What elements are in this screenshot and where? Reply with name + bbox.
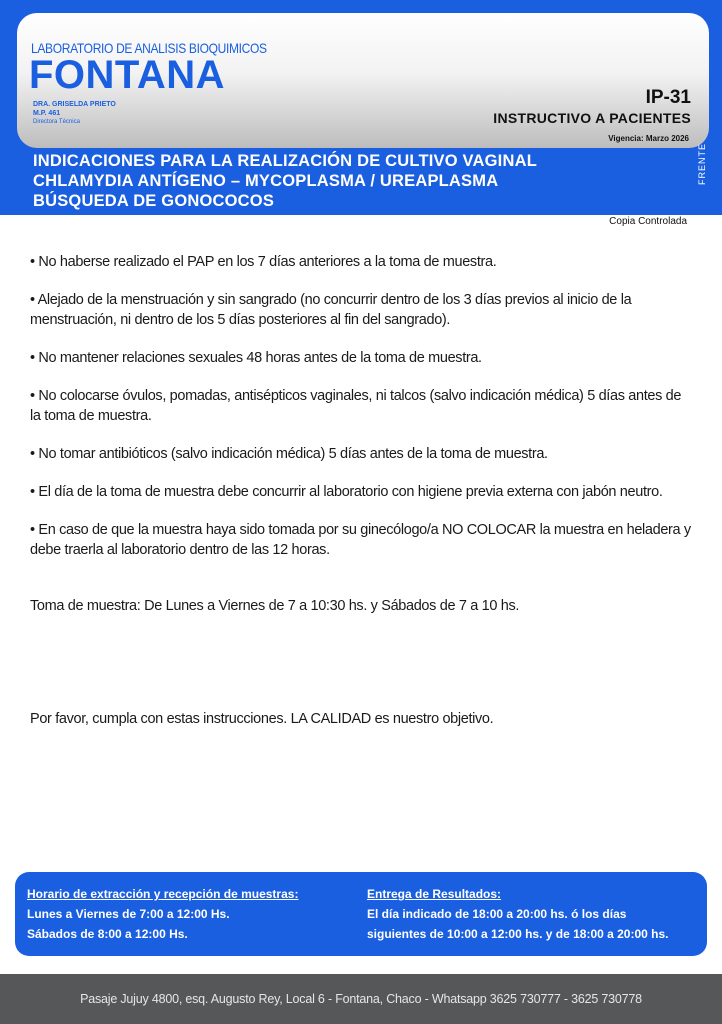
extraction-hours-line: Lunes a Viernes de 7:00 a 12:00 Hs. — [27, 907, 230, 921]
director-name: DRA. GRISELDA PRIETO — [33, 101, 116, 108]
instruction-item: • Alejado de la menstruación y sin sangrado (no concurrir dentro de los 3 días previos al inicio de la menstruación, ni dentro de los 5 días posteriores al fin del sangrado). — [30, 292, 632, 328]
document-code: IP-31 — [645, 87, 691, 108]
director-license: M.P. 461 — [33, 110, 61, 117]
lab-name: LABORATORIO DE ANALISIS BIOQUIMICOS — [31, 40, 267, 56]
validity-date: Vigencia: Marzo 2026 — [608, 134, 689, 143]
header-band — [0, 0, 722, 215]
instruction-item: • El día de la toma de muestra debe concurrir al laboratorio con higiene previa externa con jabón neutro. — [30, 484, 663, 500]
director-role: Directora Técnica — [33, 119, 80, 125]
extraction-hours-line: Sábados de 8:00 a 12:00 Hs. — [27, 927, 188, 941]
instruction-item: • No tomar antibióticos (salvo indicación médica) 5 días antes de la toma de muestra. — [30, 446, 548, 462]
results-delivery-line: siguientes de 10:00 a 12:00 hs. y de 18:00 a 20:00 hs. — [367, 927, 669, 941]
header-card — [17, 13, 709, 148]
instructions-list — [30, 252, 692, 578]
title-line: CHLAMYDIA ANTÍGENO – MYCOPLASMA / UREAPLASMA — [33, 172, 499, 190]
controlled-copy-label: Copia Controlada — [609, 216, 687, 227]
side-label: FRENTE — [697, 143, 707, 185]
title-line: INDICACIONES PARA LA REALIZACIÓN DE CULTIVO VAGINAL — [33, 152, 537, 170]
instruction-item: • No haberse realizado el PAP en los 7 días anteriores a la toma de muestra. — [30, 254, 497, 270]
results-delivery-line: El día indicado de 18:00 a 20:00 hs. ó los días — [367, 907, 627, 921]
extraction-hours — [27, 884, 298, 944]
hours-info-box — [15, 872, 707, 956]
instruction-item: • No colocarse óvulos, pomadas, antisépticos vaginales, ni talcos (salvo indicación médica) 5 días antes de la toma de muestra. — [30, 388, 682, 424]
sample-schedule: Toma de muestra: De Lunes a Viernes de 7 a 10:30 hs. y Sábados de 7 a 10 hs. — [30, 598, 520, 614]
instruction-item: • No mantener relaciones sexuales 48 horas antes de la toma de muestra. — [30, 350, 482, 366]
closing-note: Por favor, cumpla con estas instrucciones. LA CALIDAD es nuestro objetivo. — [30, 711, 494, 727]
instruction-item: • En caso de que la muestra haya sido tomada por su ginecólogo/a NO COLOCAR la muestra en heladera y debe traerla al laboratorio dentro de las 12 horas. — [30, 522, 691, 558]
brand-logo: FONTANA — [29, 53, 226, 97]
page-title — [33, 151, 653, 211]
results-delivery-title: Entrega de Resultados: — [367, 887, 502, 901]
footer-address-text: Pasaje Jujuy 4800, esq. Augusto Rey, Local 6 - Fontana, Chaco - Whatsapp 3625 730777 - 3625 730778 — [80, 992, 642, 1006]
results-delivery — [367, 884, 669, 944]
footer-address — [0, 974, 722, 1024]
extraction-hours-title: Horario de extracción y recepción de muestras: — [27, 887, 299, 901]
document-type: INSTRUCTIVO A PACIENTES — [493, 110, 691, 126]
title-line: BÚSQUEDA DE GONOCOCOS — [33, 192, 275, 210]
